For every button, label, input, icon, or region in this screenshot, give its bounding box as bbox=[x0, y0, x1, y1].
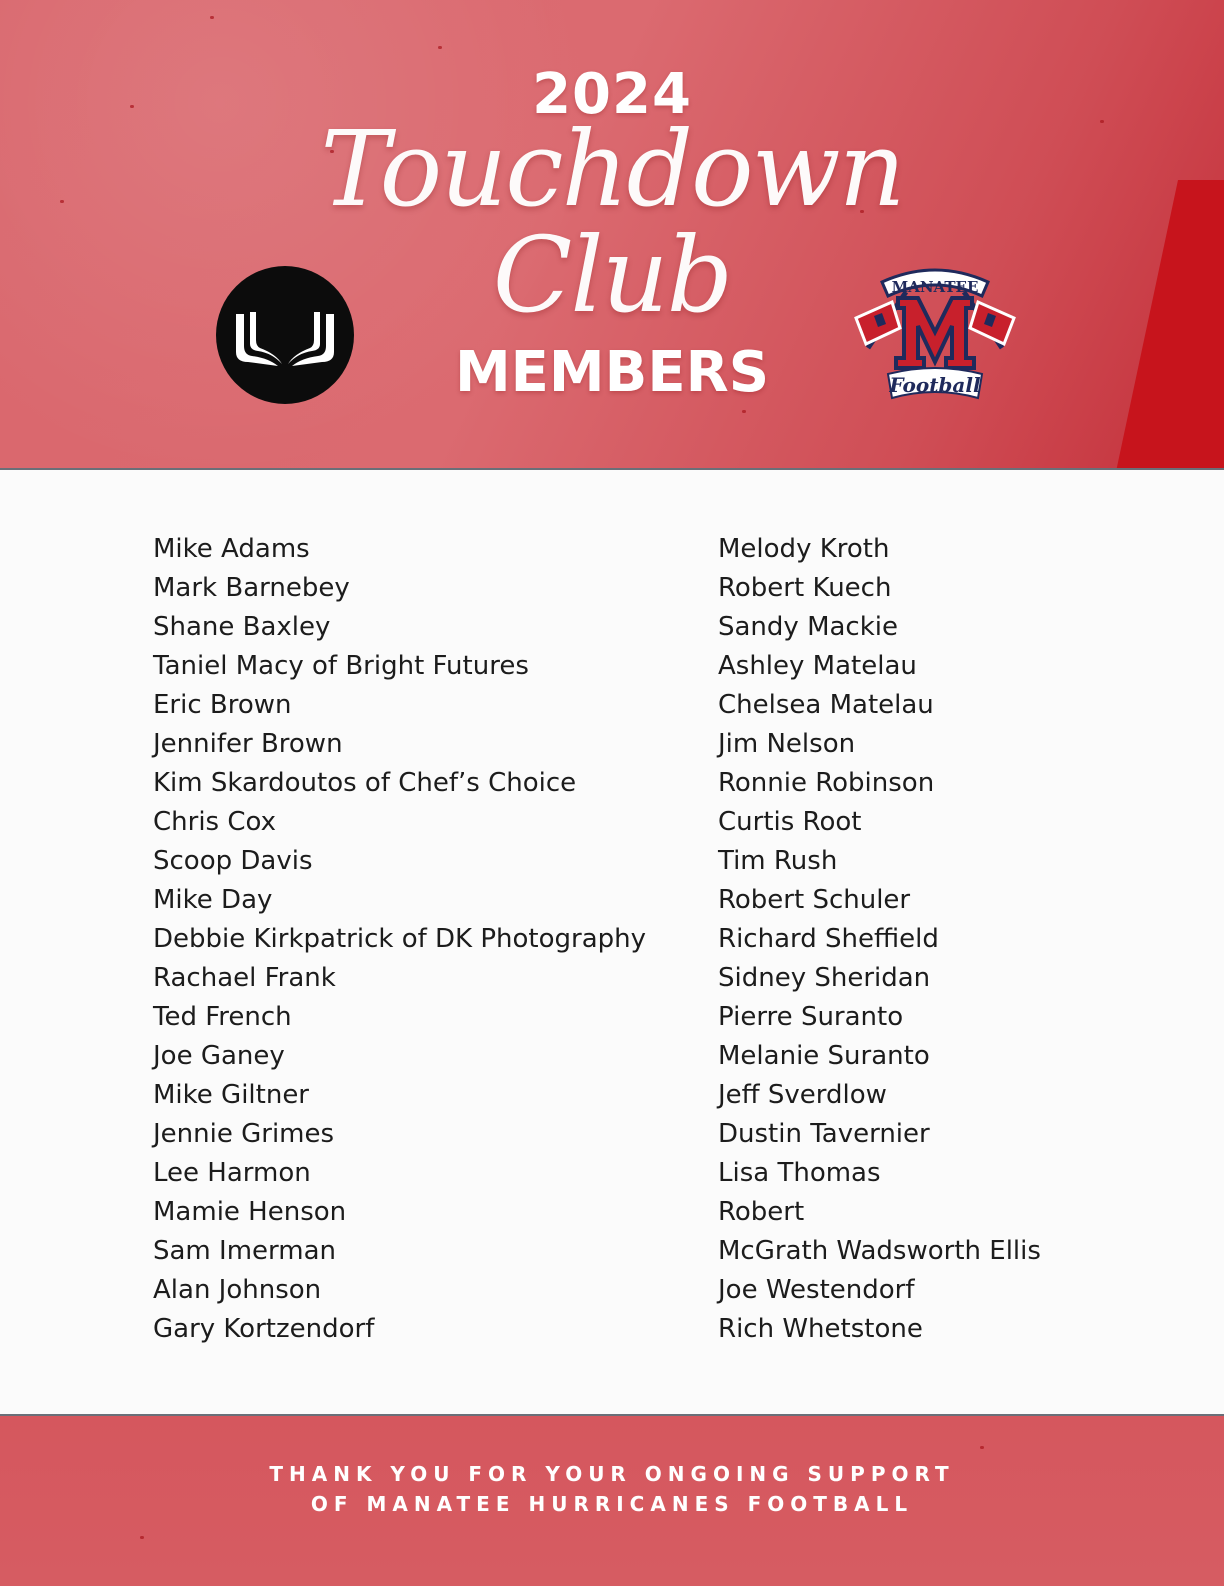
texture-speck bbox=[742, 410, 746, 413]
member-name: Mamie Henson bbox=[153, 1197, 347, 1227]
year-heading: 2024 bbox=[532, 62, 692, 127]
members-heading: MEMBERS bbox=[454, 340, 770, 405]
member-name: Melanie Suranto bbox=[718, 1041, 930, 1071]
texture-speck bbox=[210, 16, 214, 19]
member-name: Lisa Thomas bbox=[718, 1158, 881, 1188]
member-name: Rachael Frank bbox=[153, 963, 336, 993]
member-name: Curtis Root bbox=[718, 807, 862, 837]
member-name: McGrath Wadsworth Ellis bbox=[718, 1236, 1041, 1266]
member-name: Scoop Davis bbox=[153, 846, 313, 876]
member-name: Joe Westendorf bbox=[718, 1275, 915, 1305]
member-name: Taniel Macy of Bright Futures bbox=[153, 651, 529, 681]
member-name: Debbie Kirkpatrick of DK Photography bbox=[153, 924, 647, 954]
member-name: Jim Nelson bbox=[718, 729, 856, 759]
header-banner bbox=[0, 0, 1224, 470]
member-name: Dustin Tavernier bbox=[718, 1119, 930, 1149]
member-name: Robert bbox=[718, 1197, 805, 1227]
member-name: Joe Ganey bbox=[153, 1041, 285, 1071]
member-name: Gary Kortzendorf bbox=[153, 1314, 375, 1344]
touchdown-script-title: Touchdown bbox=[320, 108, 904, 230]
member-name: Mike Day bbox=[153, 885, 273, 915]
member-name: Ted French bbox=[153, 1002, 292, 1032]
member-name: Sidney Sheridan bbox=[718, 963, 931, 993]
member-name: Rich Whetstone bbox=[718, 1314, 923, 1344]
member-name: Jennifer Brown bbox=[153, 729, 343, 759]
footer-thanks-line-1: THANK YOU FOR YOUR ONGOING SUPPORT bbox=[269, 1462, 955, 1486]
member-name: Jeff Sverdlow bbox=[718, 1080, 887, 1110]
member-name: Richard Sheffield bbox=[718, 924, 939, 954]
open-book-icon bbox=[216, 266, 354, 404]
texture-speck bbox=[438, 46, 442, 49]
texture-speck bbox=[140, 1536, 144, 1539]
member-name: Shane Baxley bbox=[153, 612, 331, 642]
footer-banner bbox=[0, 1414, 1224, 1586]
member-name: Lee Harmon bbox=[153, 1158, 311, 1188]
member-name: Kim Skardoutos of Chef’s Choice bbox=[153, 768, 577, 798]
member-name: Ronnie Robinson bbox=[718, 768, 935, 798]
member-name: Chris Cox bbox=[153, 807, 277, 837]
member-name: Mike Giltner bbox=[153, 1080, 309, 1110]
member-name: Sam Imerman bbox=[153, 1236, 336, 1266]
member-name: Mike Adams bbox=[153, 534, 310, 564]
member-name: Eric Brown bbox=[153, 690, 292, 720]
members-list-right bbox=[718, 530, 1041, 1349]
member-name: Alan Johnson bbox=[153, 1275, 322, 1305]
logo-top-text: MANATEE bbox=[891, 278, 979, 296]
member-name: Sandy Mackie bbox=[718, 612, 899, 642]
logo-bottom-text: Football bbox=[889, 373, 981, 397]
member-name: Melody Kroth bbox=[718, 534, 890, 564]
texture-speck bbox=[980, 1446, 984, 1449]
member-name: Robert Schuler bbox=[718, 885, 911, 915]
member-name: Ashley Matelau bbox=[718, 651, 917, 681]
member-name: Mark Barnebey bbox=[153, 573, 350, 603]
member-name: Chelsea Matelau bbox=[718, 690, 934, 720]
club-script-title: Club bbox=[492, 214, 732, 336]
members-list-left bbox=[153, 530, 646, 1349]
footer-thanks-line-2: OF MANATEE HURRICANES FOOTBALL bbox=[310, 1492, 914, 1516]
member-name: Pierre Suranto bbox=[718, 1002, 904, 1032]
member-name: Robert Kuech bbox=[718, 573, 892, 603]
manatee-football-logo bbox=[848, 262, 1022, 410]
member-name: Jennie Grimes bbox=[153, 1119, 335, 1149]
member-name: Tim Rush bbox=[718, 846, 838, 876]
